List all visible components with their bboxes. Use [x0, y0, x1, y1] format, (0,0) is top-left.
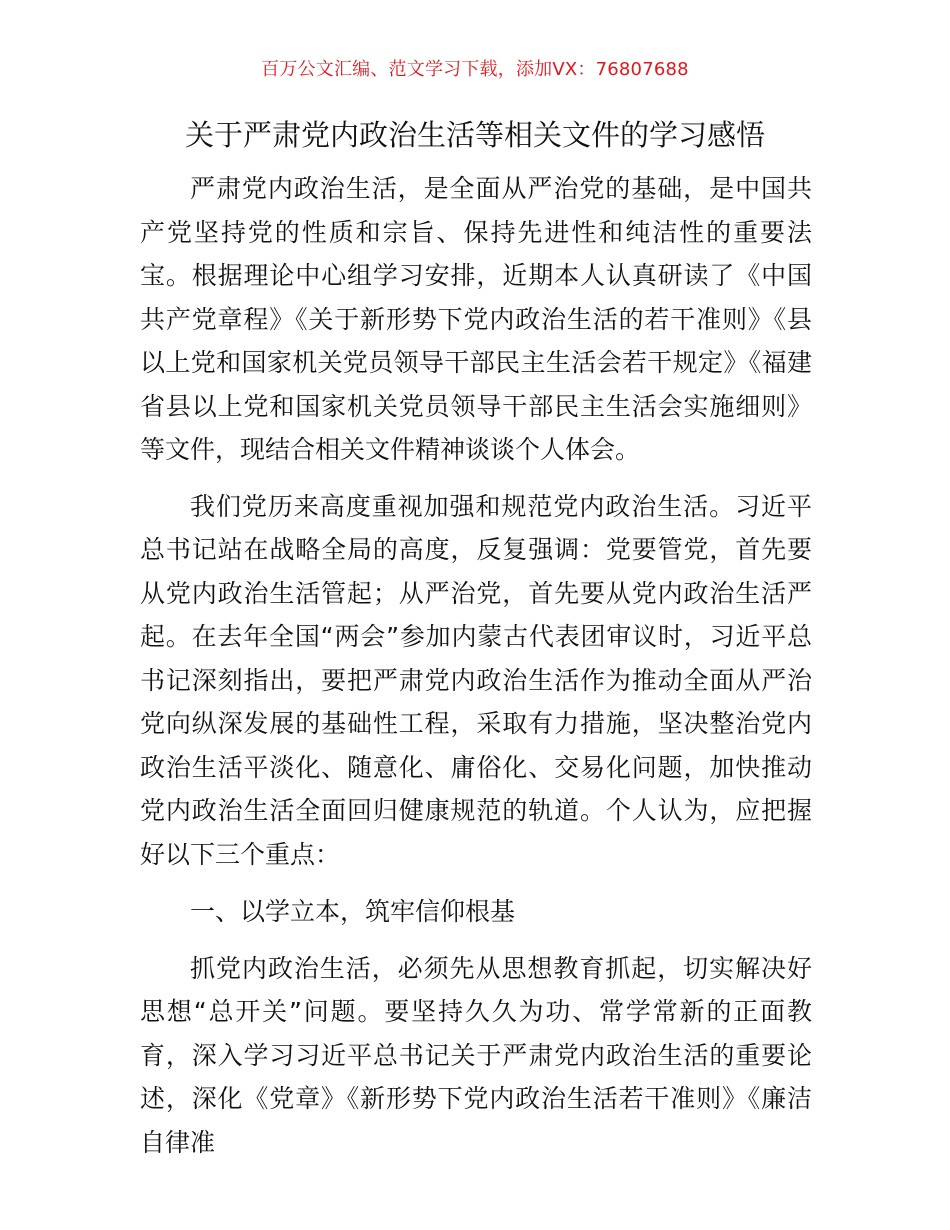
- document-body: [140, 167, 812, 1164]
- section-heading-1: 一、以学立本，筑牢信仰根基: [190, 897, 516, 926]
- header-watermark-note: 百万公文汇编、范文学习下载，添加VX：76807688: [261, 59, 689, 80]
- paragraph-section-1: 抓党内政治生活，必须先从思想教育抓起，切实解决好思想“总开关”问题。要坚持久久为功、常学常新的正面教育，深入学习习近平总书记关于严肃党内政治生活的重要论述，深化《党章》《新形势下党内政治生活若干准则》《廉洁自律准: [140, 953, 812, 1157]
- document-title: 关于严肃党内政治生活等相关文件的学习感悟: [184, 118, 765, 152]
- paragraph-background: 我们党历来高度重视加强和规范党内政治生活。习近平总书记站在战略全局的高度，反复强调：党要管党，首先要从党内政治生活管起；从严治党，首先要从党内政治生活严起。在去年全国“两会”参加内蒙古代表团审议时，习近平总书记深刻指出，要把严肃党内政治生活作为推动全面从严治党向纵深发展的基础性工程，采取有力措施，坚决整治党内政治生活平淡化、随意化、庸俗化、交易化问题，加快推动党内政治生活全面回归健康规范的轨道。个人认为，应把握好以下三个重点：: [140, 491, 812, 869]
- paragraph-intro: 严肃党内政治生活，是全面从严治党的基础，是中国共产党坚持党的性质和宗旨、保持先进性和纯洁性的重要法宝。根据理论中心组学习安排，近期本人认真研读了《中国共产党章程》《关于新形势下党内政治生活的若干准则》《县以上党和国家机关党员领导干部民主生活会若干规定》《福建省县以上党和国家机关党员领导干部民主生活会实施细则》等文件，现结合相关文件精神谈谈个人体会。: [140, 174, 812, 464]
